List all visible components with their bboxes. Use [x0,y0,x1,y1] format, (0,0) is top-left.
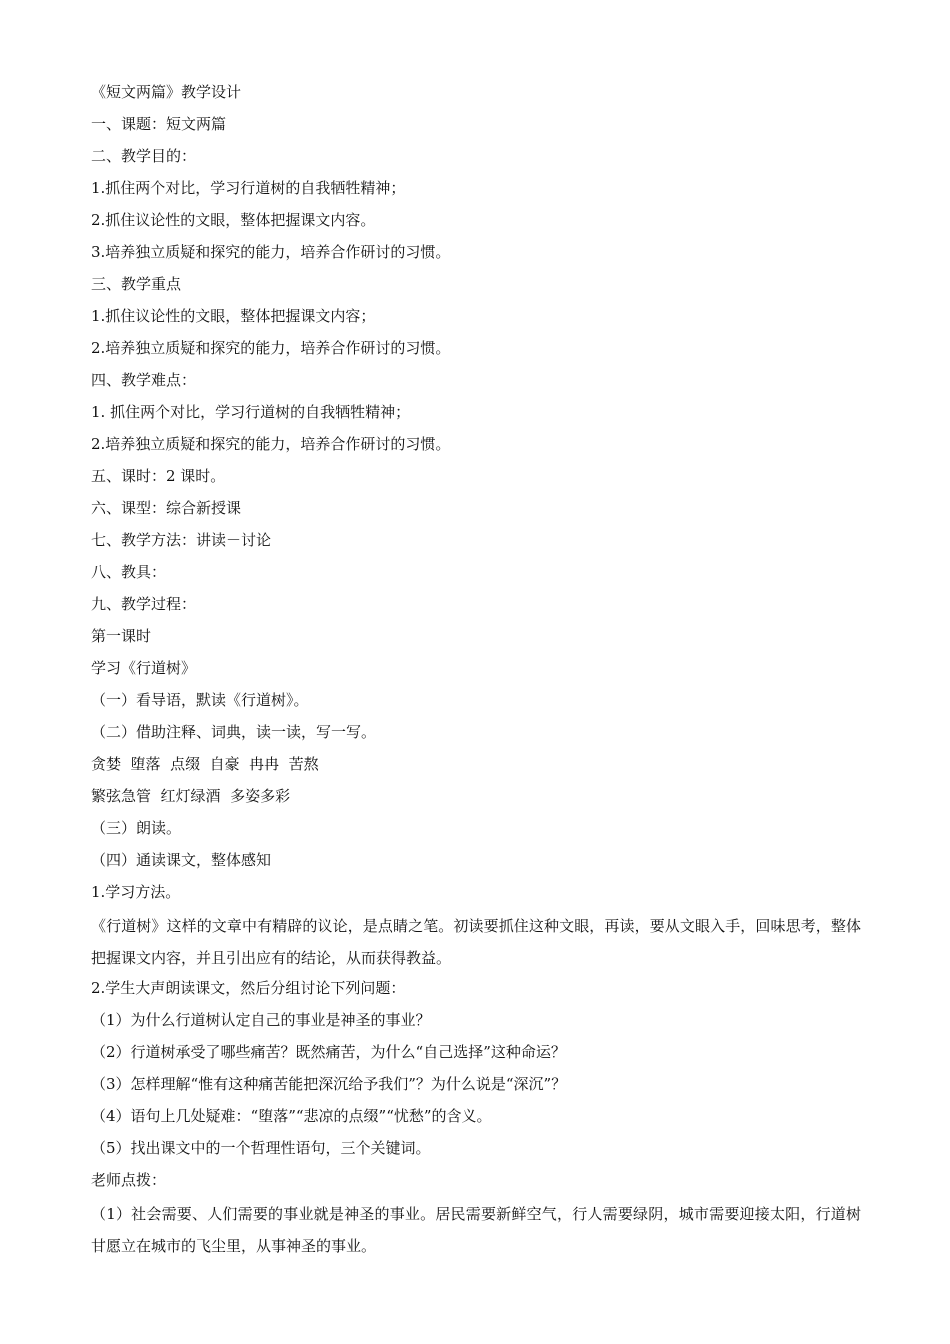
key-point-item: 2.培养独立质疑和探究的能力，培养合作研讨的习惯。 [91,339,451,357]
discussion-question: （1）为什么行道树认定自己的事业是神圣的事业？ [91,1011,431,1029]
step-item: （四）通读课文，整体感知 [91,851,272,869]
teacher-guidance-heading: 老师点拨： [91,1171,167,1189]
section-teaching-method: 七、教学方法：讲读－讨论 [91,531,272,549]
difficulty-item: 2.培养独立质疑和探究的能力，培养合作研讨的习惯。 [91,435,451,453]
discussion-question: （5）找出课文中的一个哲理性语句，三个关键词。 [91,1139,431,1157]
step-item: （一）看导语，默读《行道树》。 [91,691,309,709]
document-title: 《短文两篇》教学设计 [91,83,242,101]
section-teaching-aids: 八、教具： [91,563,167,581]
guidance-answer-paragraph: （1）社会需要、人们需要的事业就是神圣的事业。居民需要新鲜空气，行人需要绿阴，城市需要迎接太阳，行道树甘愿立在城市的飞尘里，从事神圣的事业。 [91,1205,861,1255]
method-paragraph: 《行道树》这样的文章中有精辟的议论，是点睛之笔。初读要抓住这种文眼，再读，要从文眼入手，回味思考，整体把握课文内容，并且引出应有的结论，从而获得教益。 [91,917,861,967]
section-class-type: 六、课型：综合新授课 [91,499,242,517]
discussion-question: （4）语句上几处疑难：“堕落”“悲凉的点缀”“忧愁”的含义。 [91,1107,492,1125]
vocabulary-line: 贪婪 堕落 点缀 自豪 冉冉 苦熬 [91,755,319,773]
vocabulary-line: 繁弦急管 红灯绿酒 多姿多彩 [91,787,291,805]
discussion-heading: 2.学生大声朗读课文，然后分组讨论下列问题： [91,979,406,997]
lesson-heading: 第一课时 [91,627,152,645]
lesson-subheading: 学习《行道树》 [91,659,197,677]
section-objectives-heading: 二、教学目的： [91,147,197,165]
document-body [91,78,861,1262]
objective-item: 2.抓住议论性的文眼，整体把握课文内容。 [91,211,376,229]
difficulty-item: 1. 抓住两个对比，学习行道树的自我牺牲精神； [91,403,411,421]
step-item: （三）朗读。 [91,819,182,837]
step-item: （二）借助注释、词典，读一读，写一写。 [91,723,377,741]
section-process-heading: 九、教学过程： [91,595,197,613]
discussion-question: （2）行道树承受了哪些痛苦？既然痛苦，为什么“自己选择”这种命运？ [91,1043,566,1061]
discussion-question: （3）怎样理解“惟有这种痛苦能把深沉给予我们”？为什么说是“深沉”？ [91,1075,567,1093]
objective-item: 1.抓住两个对比，学习行道树的自我牺牲精神； [91,179,406,197]
objective-item: 3.培养独立质疑和探究的能力，培养合作研讨的习惯。 [91,243,451,261]
section-topic: 一、课题：短文两篇 [91,115,227,133]
section-class-hours: 五、课时：2 课时。 [91,467,226,485]
section-key-points-heading: 三、教学重点 [91,275,182,293]
key-point-item: 1.抓住议论性的文眼，整体把握课文内容； [91,307,376,325]
method-heading: 1.学习方法。 [91,883,181,901]
section-difficulties-heading: 四、教学难点： [91,371,197,389]
